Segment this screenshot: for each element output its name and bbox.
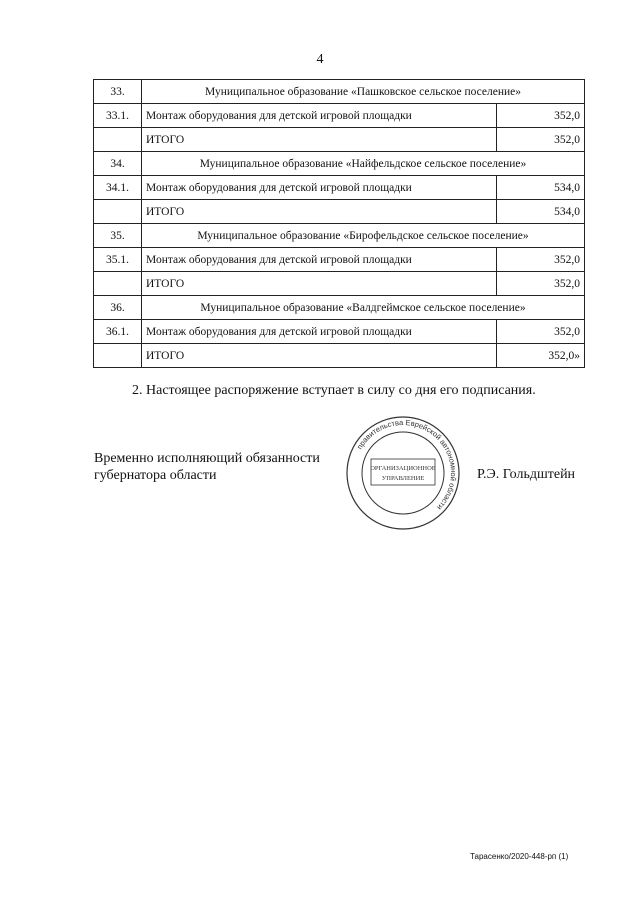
empty-cell [94, 128, 142, 152]
section-number: 34. [94, 152, 142, 176]
item-number: 34.1. [94, 176, 142, 200]
table-row [94, 128, 585, 152]
item-description: Монтаж оборудования для детской игровой площадки [142, 104, 497, 128]
total-value: 352,0» [497, 344, 585, 368]
empty-cell [94, 344, 142, 368]
item-value: 352,0 [497, 320, 585, 344]
item-number: 36.1. [94, 320, 142, 344]
section-title: Муниципальное образование «Найфельдское сельское поселение» [142, 152, 585, 176]
total-label: ИТОГО [142, 200, 497, 224]
effective-clause: 2. Настоящее распоряжение вступает в силу со дня его подписания. [132, 383, 536, 398]
page-number: 4 [316, 52, 324, 67]
empty-cell [94, 272, 142, 296]
total-value: 534,0 [497, 200, 585, 224]
item-number: 33.1. [94, 104, 142, 128]
section-number: 36. [94, 296, 142, 320]
signer-title [94, 450, 320, 484]
item-description: Монтаж оборудования для детской игровой площадки [142, 248, 497, 272]
signer-title-line: Временно исполняющий обязанности [94, 451, 320, 466]
signer-title-line: губернатора области [94, 468, 217, 483]
item-number: 35.1. [94, 248, 142, 272]
item-description: Монтаж оборудования для детской игровой площадки [142, 320, 497, 344]
seal-center-line: ОРГАНИЗАЦИОННОЕ [370, 465, 436, 472]
table-row [94, 296, 585, 320]
table-row [94, 272, 585, 296]
section-title: Муниципальное образование «Пашковское сельское поселение» [142, 80, 585, 104]
total-label: ИТОГО [142, 128, 497, 152]
item-value: 352,0 [497, 104, 585, 128]
table-row [94, 104, 585, 128]
table-row [94, 248, 585, 272]
item-description: Монтаж оборудования для детской игровой площадки [142, 176, 497, 200]
official-seal [344, 414, 462, 532]
seal-ring-text: правительства Еврейской автономной области [354, 417, 459, 512]
empty-cell [94, 200, 142, 224]
total-label: ИТОГО [142, 344, 497, 368]
allocation-table [93, 79, 585, 368]
section-title: Муниципальное образование «Бирофельдское сельское поселение» [142, 224, 585, 248]
section-number: 33. [94, 80, 142, 104]
total-value: 352,0 [497, 272, 585, 296]
footer-reference: Тарасенко/2020-448-рп (1) [470, 852, 569, 861]
table-row [94, 224, 585, 248]
item-value: 352,0 [497, 248, 585, 272]
table-row [94, 320, 585, 344]
table-row [94, 152, 585, 176]
table-row [94, 176, 585, 200]
item-value: 534,0 [497, 176, 585, 200]
signer-name: Р.Э. Гольдштейн [477, 467, 576, 482]
table-row [94, 200, 585, 224]
table-row [94, 80, 585, 104]
seal-center-line: УПРАВЛЕНИЕ [381, 475, 425, 482]
table-row [94, 344, 585, 368]
total-value: 352,0 [497, 128, 585, 152]
total-label: ИТОГО [142, 272, 497, 296]
section-title: Муниципальное образование «Валдгеймское сельское поселение» [142, 296, 585, 320]
section-number: 35. [94, 224, 142, 248]
